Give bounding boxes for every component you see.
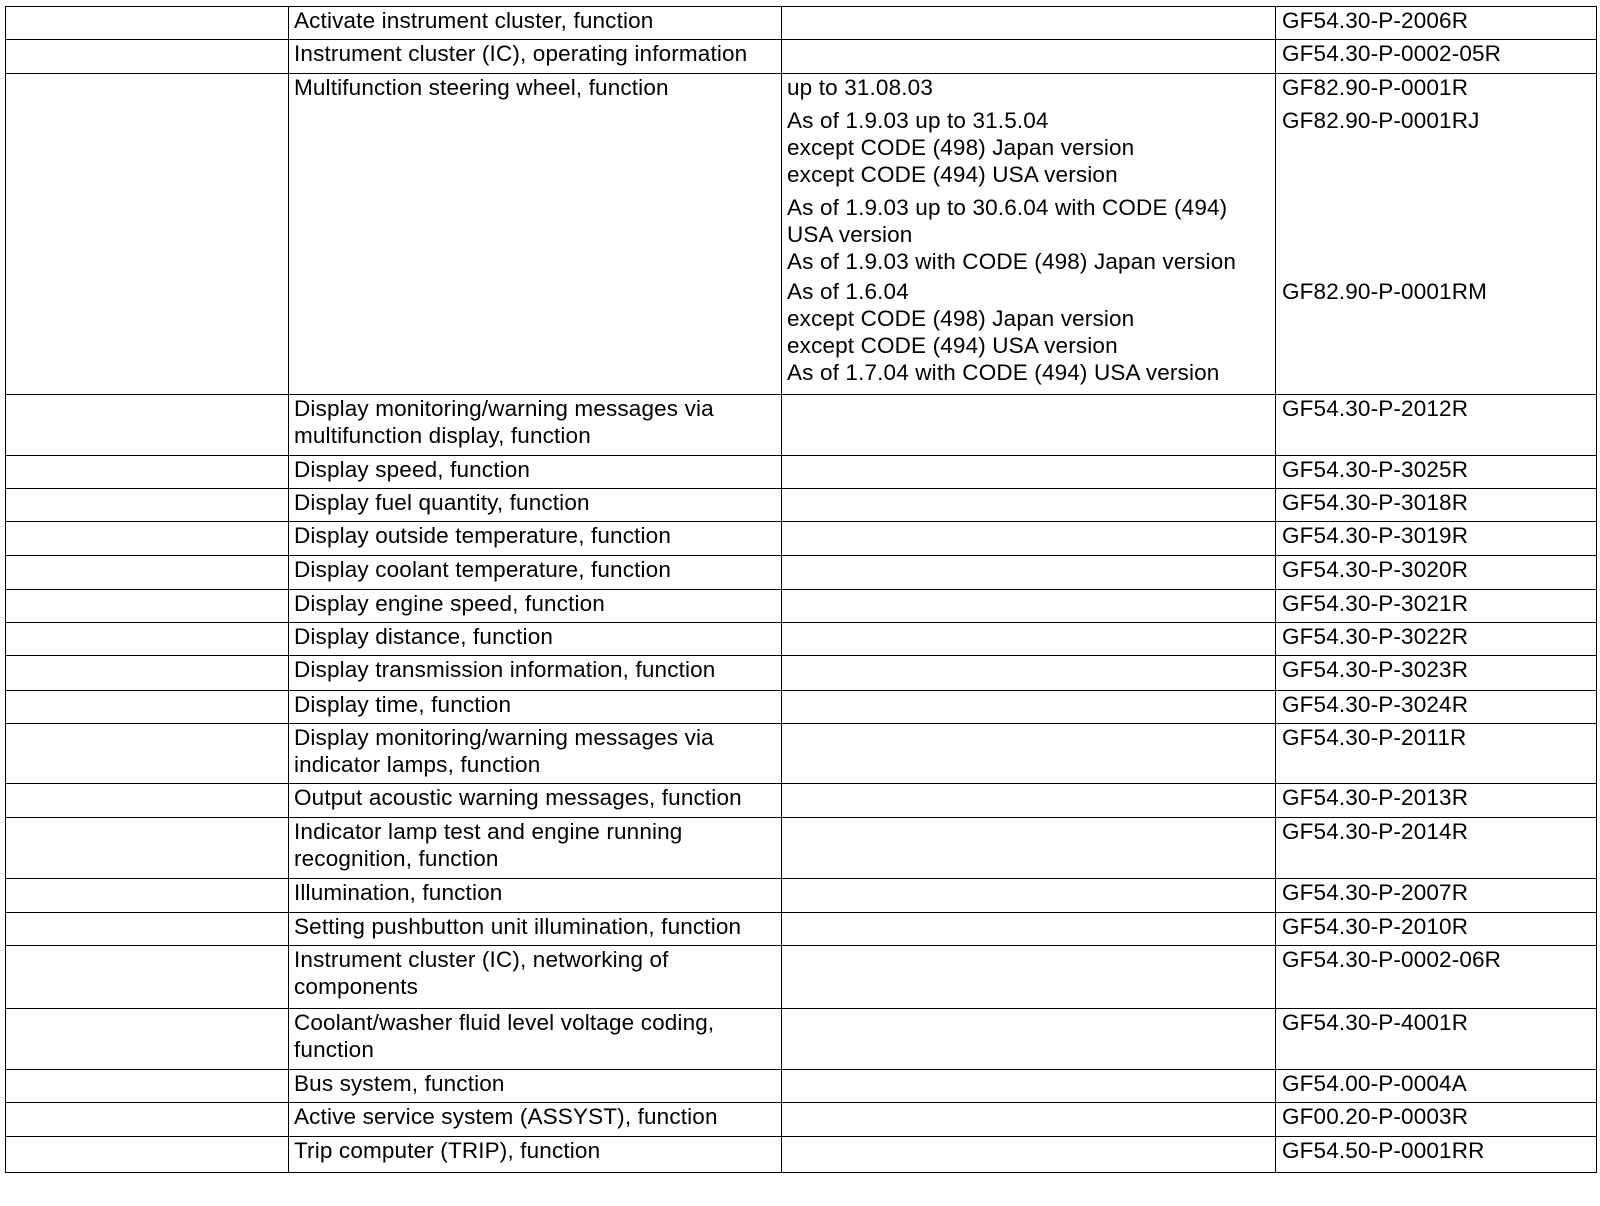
empty-cell — [6, 456, 289, 489]
document-code: GF54.30-P-2011R — [1282, 725, 1467, 750]
document-code-cell — [1276, 556, 1597, 590]
table-row — [6, 556, 1597, 590]
table-body — [6, 7, 1597, 1173]
document-code-cell — [1276, 395, 1597, 456]
validity-conditions-cell — [782, 784, 1276, 818]
document-code-cell — [1276, 818, 1597, 879]
document-code-cell — [1276, 1070, 1597, 1103]
table-row — [6, 784, 1597, 818]
empty-cell — [6, 818, 289, 879]
empty-cell — [6, 623, 289, 656]
empty-cell — [6, 74, 289, 395]
validity-conditions-cell — [782, 1070, 1276, 1103]
document-code: GF54.30-P-0002-06R — [1282, 947, 1502, 972]
document-code: GF54.30-P-2007R — [1282, 880, 1469, 905]
table-row — [6, 40, 1597, 74]
validity-conditions-cell — [782, 556, 1276, 590]
validity-conditions-cell — [782, 40, 1276, 74]
condition-line: As of 1.9.03 with CODE (498) Japan version — [787, 249, 1237, 274]
function-title-cell: Indicator lamp test and engine running recognition, function — [289, 818, 782, 879]
document-code: GF54.30-P-3019R — [1282, 523, 1469, 548]
function-title-cell: Instrument cluster (IC), networking of components — [289, 946, 782, 1009]
document-code-cell — [1276, 40, 1597, 74]
function-title-cell: Coolant/washer fluid level voltage coding, function — [289, 1009, 782, 1070]
document-code: GF54.30-P-3022R — [1282, 624, 1469, 649]
function-title-cell: Instrument cluster (IC), operating information — [289, 40, 782, 74]
empty-cell — [6, 913, 289, 946]
document-code: GF54.30-P-3018R — [1282, 490, 1469, 515]
document-code: GF54.30-P-4001R — [1282, 1010, 1469, 1035]
document-code-cell — [1276, 784, 1597, 818]
document-code-cell — [1276, 489, 1597, 522]
document-code-cell — [1276, 1137, 1597, 1173]
function-title-cell: Activate instrument cluster, function — [289, 7, 782, 40]
document-code: GF82.90-P-0001RJ — [1282, 108, 1480, 133]
condition-line: except CODE (498) Japan version — [787, 135, 1135, 160]
document-code: GF54.30-P-2012R — [1282, 396, 1469, 421]
document-code: GF54.30-P-0002-05R — [1282, 41, 1502, 66]
empty-cell — [6, 691, 289, 724]
table-row — [6, 879, 1597, 913]
table-row — [6, 456, 1597, 489]
validity-conditions-cell — [782, 691, 1276, 724]
condition-block — [787, 107, 1134, 188]
empty-cell — [6, 784, 289, 818]
condition-block — [787, 194, 1236, 275]
document-code: GF00.20-P-0003R — [1282, 1104, 1469, 1129]
document-code: GF54.00-P-0004A — [1282, 1071, 1467, 1096]
table-row — [6, 724, 1597, 784]
function-title-cell: Display monitoring/warning messages via indicator lamps, function — [289, 724, 782, 784]
empty-cell — [6, 946, 289, 1009]
validity-conditions-cell — [782, 74, 1276, 395]
table-row — [6, 395, 1597, 456]
condition-block — [787, 74, 933, 101]
document-code-cell — [1276, 1009, 1597, 1070]
empty-cell — [6, 556, 289, 590]
table-row — [6, 74, 1597, 395]
function-title-cell: Display time, function — [289, 691, 782, 724]
validity-conditions-cell — [782, 1103, 1276, 1137]
table-row — [6, 590, 1597, 623]
validity-conditions-cell — [782, 818, 1276, 879]
document-code-cell — [1276, 623, 1597, 656]
validity-conditions-cell — [782, 1009, 1276, 1070]
validity-conditions-cell — [782, 879, 1276, 913]
condition-line: up to 31.08.03 — [787, 75, 933, 100]
document-code: GF54.30-P-2006R — [1282, 8, 1469, 33]
document-code-cell — [1276, 522, 1597, 556]
document-code-cell — [1276, 456, 1597, 489]
validity-conditions-cell — [782, 724, 1276, 784]
table-row — [6, 1137, 1597, 1173]
function-title-cell: Setting pushbutton unit illumination, function — [289, 913, 782, 946]
document-code-cell — [1276, 879, 1597, 913]
document-code: GF54.30-P-3021R — [1282, 591, 1469, 616]
function-title-cell: Active service system (ASSYST), function — [289, 1103, 782, 1137]
validity-conditions-cell — [782, 489, 1276, 522]
validity-conditions-cell — [782, 590, 1276, 623]
empty-cell — [6, 724, 289, 784]
validity-conditions-cell — [782, 522, 1276, 556]
validity-conditions-cell — [782, 7, 1276, 40]
validity-conditions-cell — [782, 656, 1276, 691]
function-title-cell: Display engine speed, function — [289, 590, 782, 623]
table-row — [6, 623, 1597, 656]
document-code: GF82.90-P-0001RM — [1282, 279, 1487, 304]
document-code-cell — [1276, 590, 1597, 623]
document-code: GF54.30-P-2010R — [1282, 914, 1469, 939]
empty-cell — [6, 1103, 289, 1137]
function-title-cell: Output acoustic warning messages, function — [289, 784, 782, 818]
table-row — [6, 818, 1597, 879]
document-table — [5, 6, 1597, 1173]
table-row — [6, 1009, 1597, 1070]
condition-line: As of 1.6.04 — [787, 279, 909, 304]
document-code: GF54.30-P-3023R — [1282, 657, 1469, 682]
empty-cell — [6, 7, 289, 40]
document-code: GF54.30-P-3020R — [1282, 557, 1469, 582]
function-title-cell: Multifunction steering wheel, function — [289, 74, 782, 395]
table-row — [6, 913, 1597, 946]
empty-cell — [6, 489, 289, 522]
condition-line: As of 1.9.03 up to 30.6.04 with CODE (494) — [787, 195, 1228, 220]
table-row — [6, 1103, 1597, 1137]
document-code-cell — [1276, 656, 1597, 691]
table-row — [6, 489, 1597, 522]
function-title-cell: Bus system, function — [289, 1070, 782, 1103]
function-title-cell: Illumination, function — [289, 879, 782, 913]
document-code-cell — [1276, 74, 1597, 395]
table-row — [6, 7, 1597, 40]
function-title-cell: Display coolant temperature, function — [289, 556, 782, 590]
table-row — [6, 691, 1597, 724]
condition-line: USA version — [787, 222, 913, 247]
empty-cell — [6, 879, 289, 913]
empty-cell — [6, 40, 289, 74]
function-title-cell: Trip computer (TRIP), function — [289, 1137, 782, 1173]
function-title-cell: Display monitoring/warning messages via multifunction display, function — [289, 395, 782, 456]
document-code-cell — [1276, 7, 1597, 40]
empty-cell — [6, 522, 289, 556]
document-code-cell — [1276, 1103, 1597, 1137]
function-title-cell: Display speed, function — [289, 456, 782, 489]
function-title-cell: Display outside temperature, function — [289, 522, 782, 556]
function-title-cell: Display distance, function — [289, 623, 782, 656]
empty-cell — [6, 656, 289, 691]
table-row — [6, 656, 1597, 691]
document-code: GF82.90-P-0001R — [1282, 75, 1469, 100]
condition-line: As of 1.7.04 with CODE (494) USA version — [787, 360, 1220, 385]
empty-cell — [6, 1137, 289, 1173]
empty-cell — [6, 1070, 289, 1103]
document-code: GF54.30-P-2013R — [1282, 785, 1469, 810]
validity-conditions-cell — [782, 1137, 1276, 1173]
condition-line: except CODE (494) USA version — [787, 162, 1118, 187]
condition-line: except CODE (494) USA version — [787, 333, 1118, 358]
table-row — [6, 522, 1597, 556]
table-row — [6, 1070, 1597, 1103]
document-code-cell — [1276, 724, 1597, 784]
condition-line: except CODE (498) Japan version — [787, 306, 1135, 331]
document-code-cell — [1276, 913, 1597, 946]
validity-conditions-cell — [782, 946, 1276, 1009]
empty-cell — [6, 1009, 289, 1070]
validity-conditions-cell — [782, 456, 1276, 489]
condition-line: As of 1.9.03 up to 31.5.04 — [787, 108, 1049, 133]
document-code-cell — [1276, 946, 1597, 1009]
empty-cell — [6, 590, 289, 623]
document-code: GF54.50-P-0001RR — [1282, 1138, 1485, 1163]
condition-block — [787, 278, 1134, 332]
empty-cell — [6, 395, 289, 456]
document-code: GF54.30-P-2014R — [1282, 819, 1469, 844]
function-title-cell: Display fuel quantity, function — [289, 489, 782, 522]
validity-conditions-cell — [782, 395, 1276, 456]
document-code-cell — [1276, 691, 1597, 724]
document-code: GF54.30-P-3024R — [1282, 692, 1469, 717]
validity-conditions-cell — [782, 623, 1276, 656]
function-title-cell: Display transmission information, function — [289, 656, 782, 691]
condition-block — [787, 332, 1219, 386]
validity-conditions-cell — [782, 913, 1276, 946]
table-row — [6, 946, 1597, 1009]
document-code: GF54.30-P-3025R — [1282, 457, 1469, 482]
